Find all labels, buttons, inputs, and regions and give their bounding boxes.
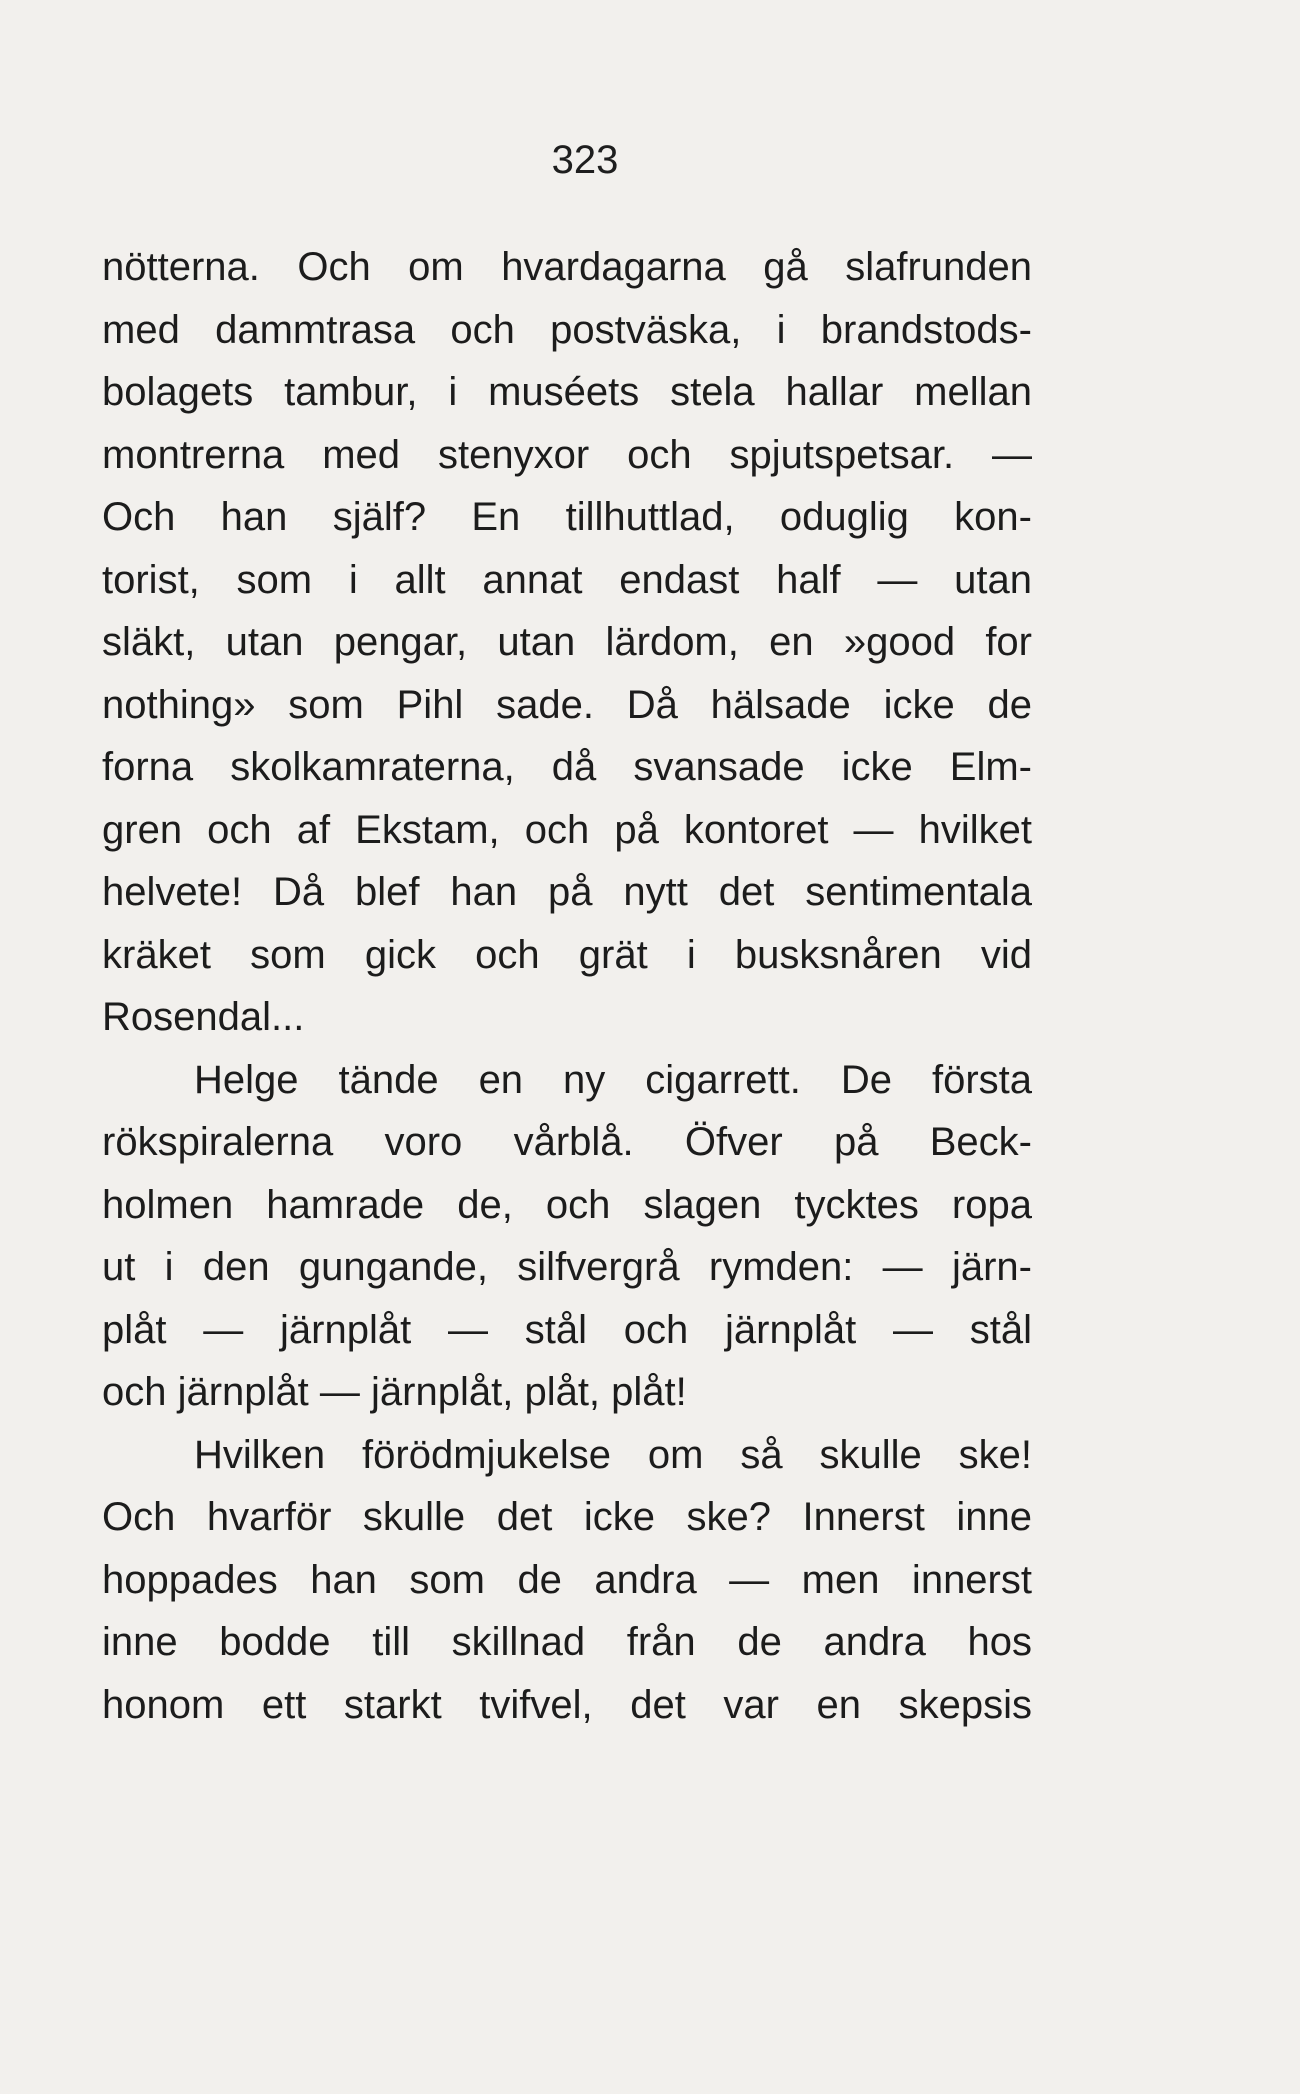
text-line: plåt — järnplåt — stål och järnplåt — stål	[102, 1307, 1032, 1352]
text-line: forna skolkamraterna, då svansade icke Elm-	[102, 745, 1032, 789]
page-number: 323	[551, 138, 619, 182]
body-text	[102, 236, 1032, 1736]
text-line: kräket som gick och grät i busksnåren vid	[102, 932, 1032, 977]
text-line: Och han själf? En tillhuttlad, oduglig kon-	[102, 495, 1032, 539]
text-line: torist, som i allt annat endast half — utan	[102, 557, 1032, 602]
text-line: hoppades han som de andra — men innerst	[102, 1557, 1032, 1602]
text-line: holmen hamrade de, och slagen tycktes ropa	[102, 1182, 1032, 1227]
text-line: med dammtrasa och postväska, i brandstods-	[102, 307, 1032, 352]
text-line: gren och af Ekstam, och på kontoret — hvilket	[102, 807, 1032, 852]
text-line: ut i den gungande, silfvergrå rymden: — järn-	[102, 1245, 1032, 1289]
text-line: montrerna med stenyxor och spjutspetsar. —	[102, 432, 1032, 477]
text-line: rökspiralerna voro vårblå. Öfver på Beck-	[102, 1120, 1032, 1164]
text-line: och järnplåt — järnplåt, plåt, plåt!	[102, 1370, 687, 1414]
text-line: helvete! Då blef han på nytt det sentimentala	[102, 870, 1032, 914]
text-line: Helge tände en ny cigarrett. De första	[194, 1057, 1032, 1102]
text-line: nötterna. Och om hvardagarna gå slafrunden	[102, 245, 1032, 289]
text-line: släkt, utan pengar, utan lärdom, en »good for	[102, 620, 1032, 664]
text-line: nothing» som Pihl sade. Då hälsade icke de	[102, 682, 1032, 727]
text-line: inne bodde till skillnad från de andra hos	[102, 1620, 1032, 1664]
text-line: Rosendal...	[102, 995, 305, 1039]
text-line: Och hvarför skulle det icke ske? Innerst inne	[102, 1495, 1032, 1539]
text-line: Hvilken förödmjukelse om så skulle ske!	[194, 1432, 1032, 1477]
text-line: honom ett starkt tvifvel, det var en skepsis	[102, 1682, 1032, 1727]
text-line: bolagets tambur, i muséets stela hallar mellan	[102, 370, 1032, 414]
